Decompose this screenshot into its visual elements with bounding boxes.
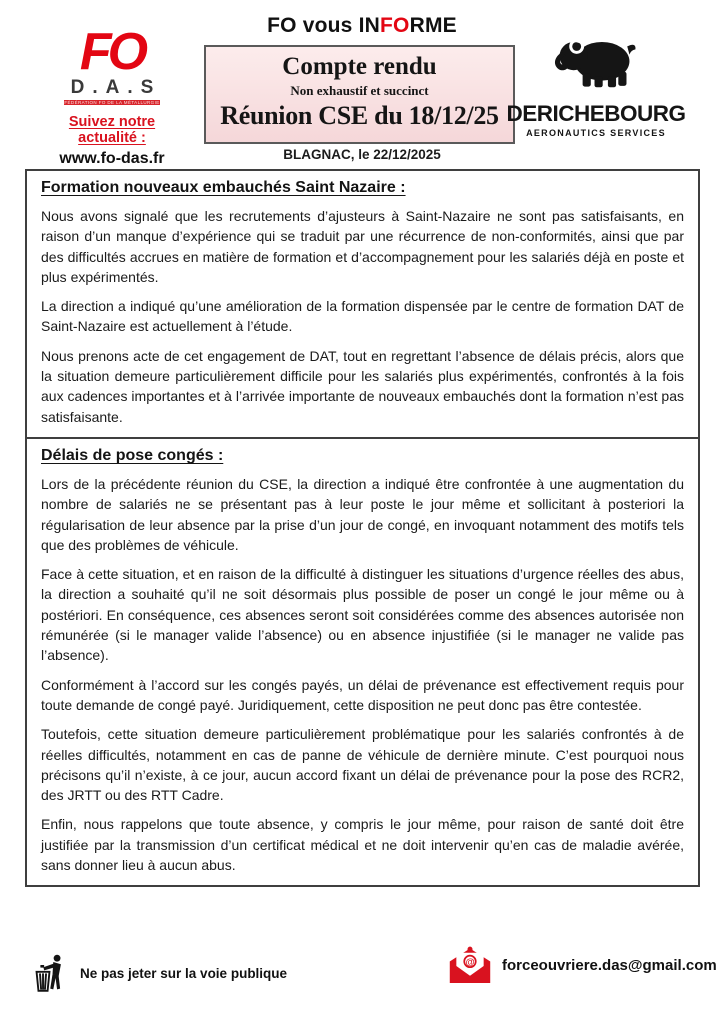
fo-logo-mark: FO <box>79 23 145 81</box>
footer-left-text: Ne pas jeter sur la voie publique <box>80 965 288 981</box>
section-heading: Formation nouveaux embauchés Saint Nazaire : <box>41 179 406 196</box>
fo-logo-das: D.A.S <box>70 77 162 99</box>
paragraph: Lors de la précédente réunion du CSE, la direction a indiqué être confrontée à une augmentation du nombre de salariés ne se présentant pas à leur poste le jour même et sollicitant à posteriori la régularisation de leur absence par la prise d’un jour de congé, en invoquant notamment des motifs tels que des problèmes de véhicule. <box>41 476 684 553</box>
elephant-icon <box>550 36 642 94</box>
paragraph: La direction a indiqué qu’une amélioration de la formation dispensée par le centre de formation DAT de Saint-Nazaire est actuellement à l’étude. <box>41 298 684 335</box>
paragraph: Enfin, nous rappelons que toute absence, y compris le jour même, pour raison de santé doit être justifiée par la transmission d’un certificat médical et ne doit intervenir qu’en cas de maladie avérée, sans donner lieu à aucun abus. <box>41 816 684 874</box>
fo-federation-strip: FÉDÉRATION FO DE LA MÉTALLURGIE <box>64 100 160 106</box>
section-formation <box>25 169 700 439</box>
masthead-part2-red: FO <box>380 14 410 37</box>
email-envelope-icon <box>447 944 493 986</box>
company-logo <box>494 36 698 138</box>
footer-right <box>447 944 717 986</box>
website-url: www.fo-das.fr <box>59 150 165 168</box>
section-delais-conges <box>25 437 700 887</box>
company-subtitle: AERONAUTICS SERVICES <box>526 128 666 138</box>
follow-us-label: Suivez notre actualité : <box>68 114 156 147</box>
section-heading: Délais de pose congés : <box>41 447 224 464</box>
dateline: BLAGNAC, le 22/12/2025 <box>283 147 441 162</box>
paragraph: Face à cette situation, et en raison de la difficulté à distinguer les situations d’urgence réelles des abus, la direction a souhaité qu’il ne soit désormais plus possible de poser un congé le jour même ou à postériori. En conséquence, ces absences seront soit considérées comme des absences autorisée non rémunérée (si le manager valide l’absence) ou en absence injustifiée (si le manager ne valide pas l’absence). <box>41 566 684 664</box>
svg-text:@: @ <box>465 957 475 967</box>
report-title: Compte rendu <box>282 53 437 80</box>
masthead-part1: FO vous IN <box>267 14 381 37</box>
paragraph: Toutefois, cette situation demeure particulièrement problématique pour les salariés confrontés à de réelles difficultés, notamment en cas de panne de véhicule de dernière minute. C’est pourquoi nous précisons qu’il n’existe, à ce jour, aucun accord fixant un délai de prévenance pour la pose des RCR2, des JRTT ou des RTT Cadre. <box>41 726 684 804</box>
meeting-title: Réunion CSE du 18/12/25 <box>220 101 499 130</box>
paragraph: Nous prenons acte de cet engagement de DAT, tout en regrettant l’absence de délais précis, alors que la situation demeure particulièrement difficile pour les salariés plus expérimentés, confrontés à la fois aux cadences importantes et à l’arrivée importante de nouveaux embauchés dont la formation n’est pas satisfaisante. <box>41 347 684 425</box>
paragraph: Conformément à l’accord sur les congés payés, un délai de prévenance est effectivement requis pour toute demande de congé payé. Juridiquement, cette disposition ne peut donc pas être contestée. <box>41 676 684 713</box>
report-subtitle: Non exhaustif et succinct <box>290 83 429 98</box>
company-name: DERICHEBOURG <box>506 101 686 126</box>
report-title-box <box>204 45 515 144</box>
footer-left <box>32 950 287 996</box>
contact-email: forceouvriere.das@gmail.com <box>502 956 717 974</box>
paragraph: Nous avons signalé que les recrutements d’ajusteurs à Saint-Nazaire ne sont pas satisfaisants, en raison d’un manque d’expérience qui se traduit par une récurrence de non-conformités, ainsi que par des difficultés accrues en matière de formation et d’accompagnement pour les salariés déjà en poste et plus expérimentés. <box>41 208 684 285</box>
masthead-part3: RME <box>409 14 457 37</box>
tidyman-trash-icon <box>32 950 70 996</box>
